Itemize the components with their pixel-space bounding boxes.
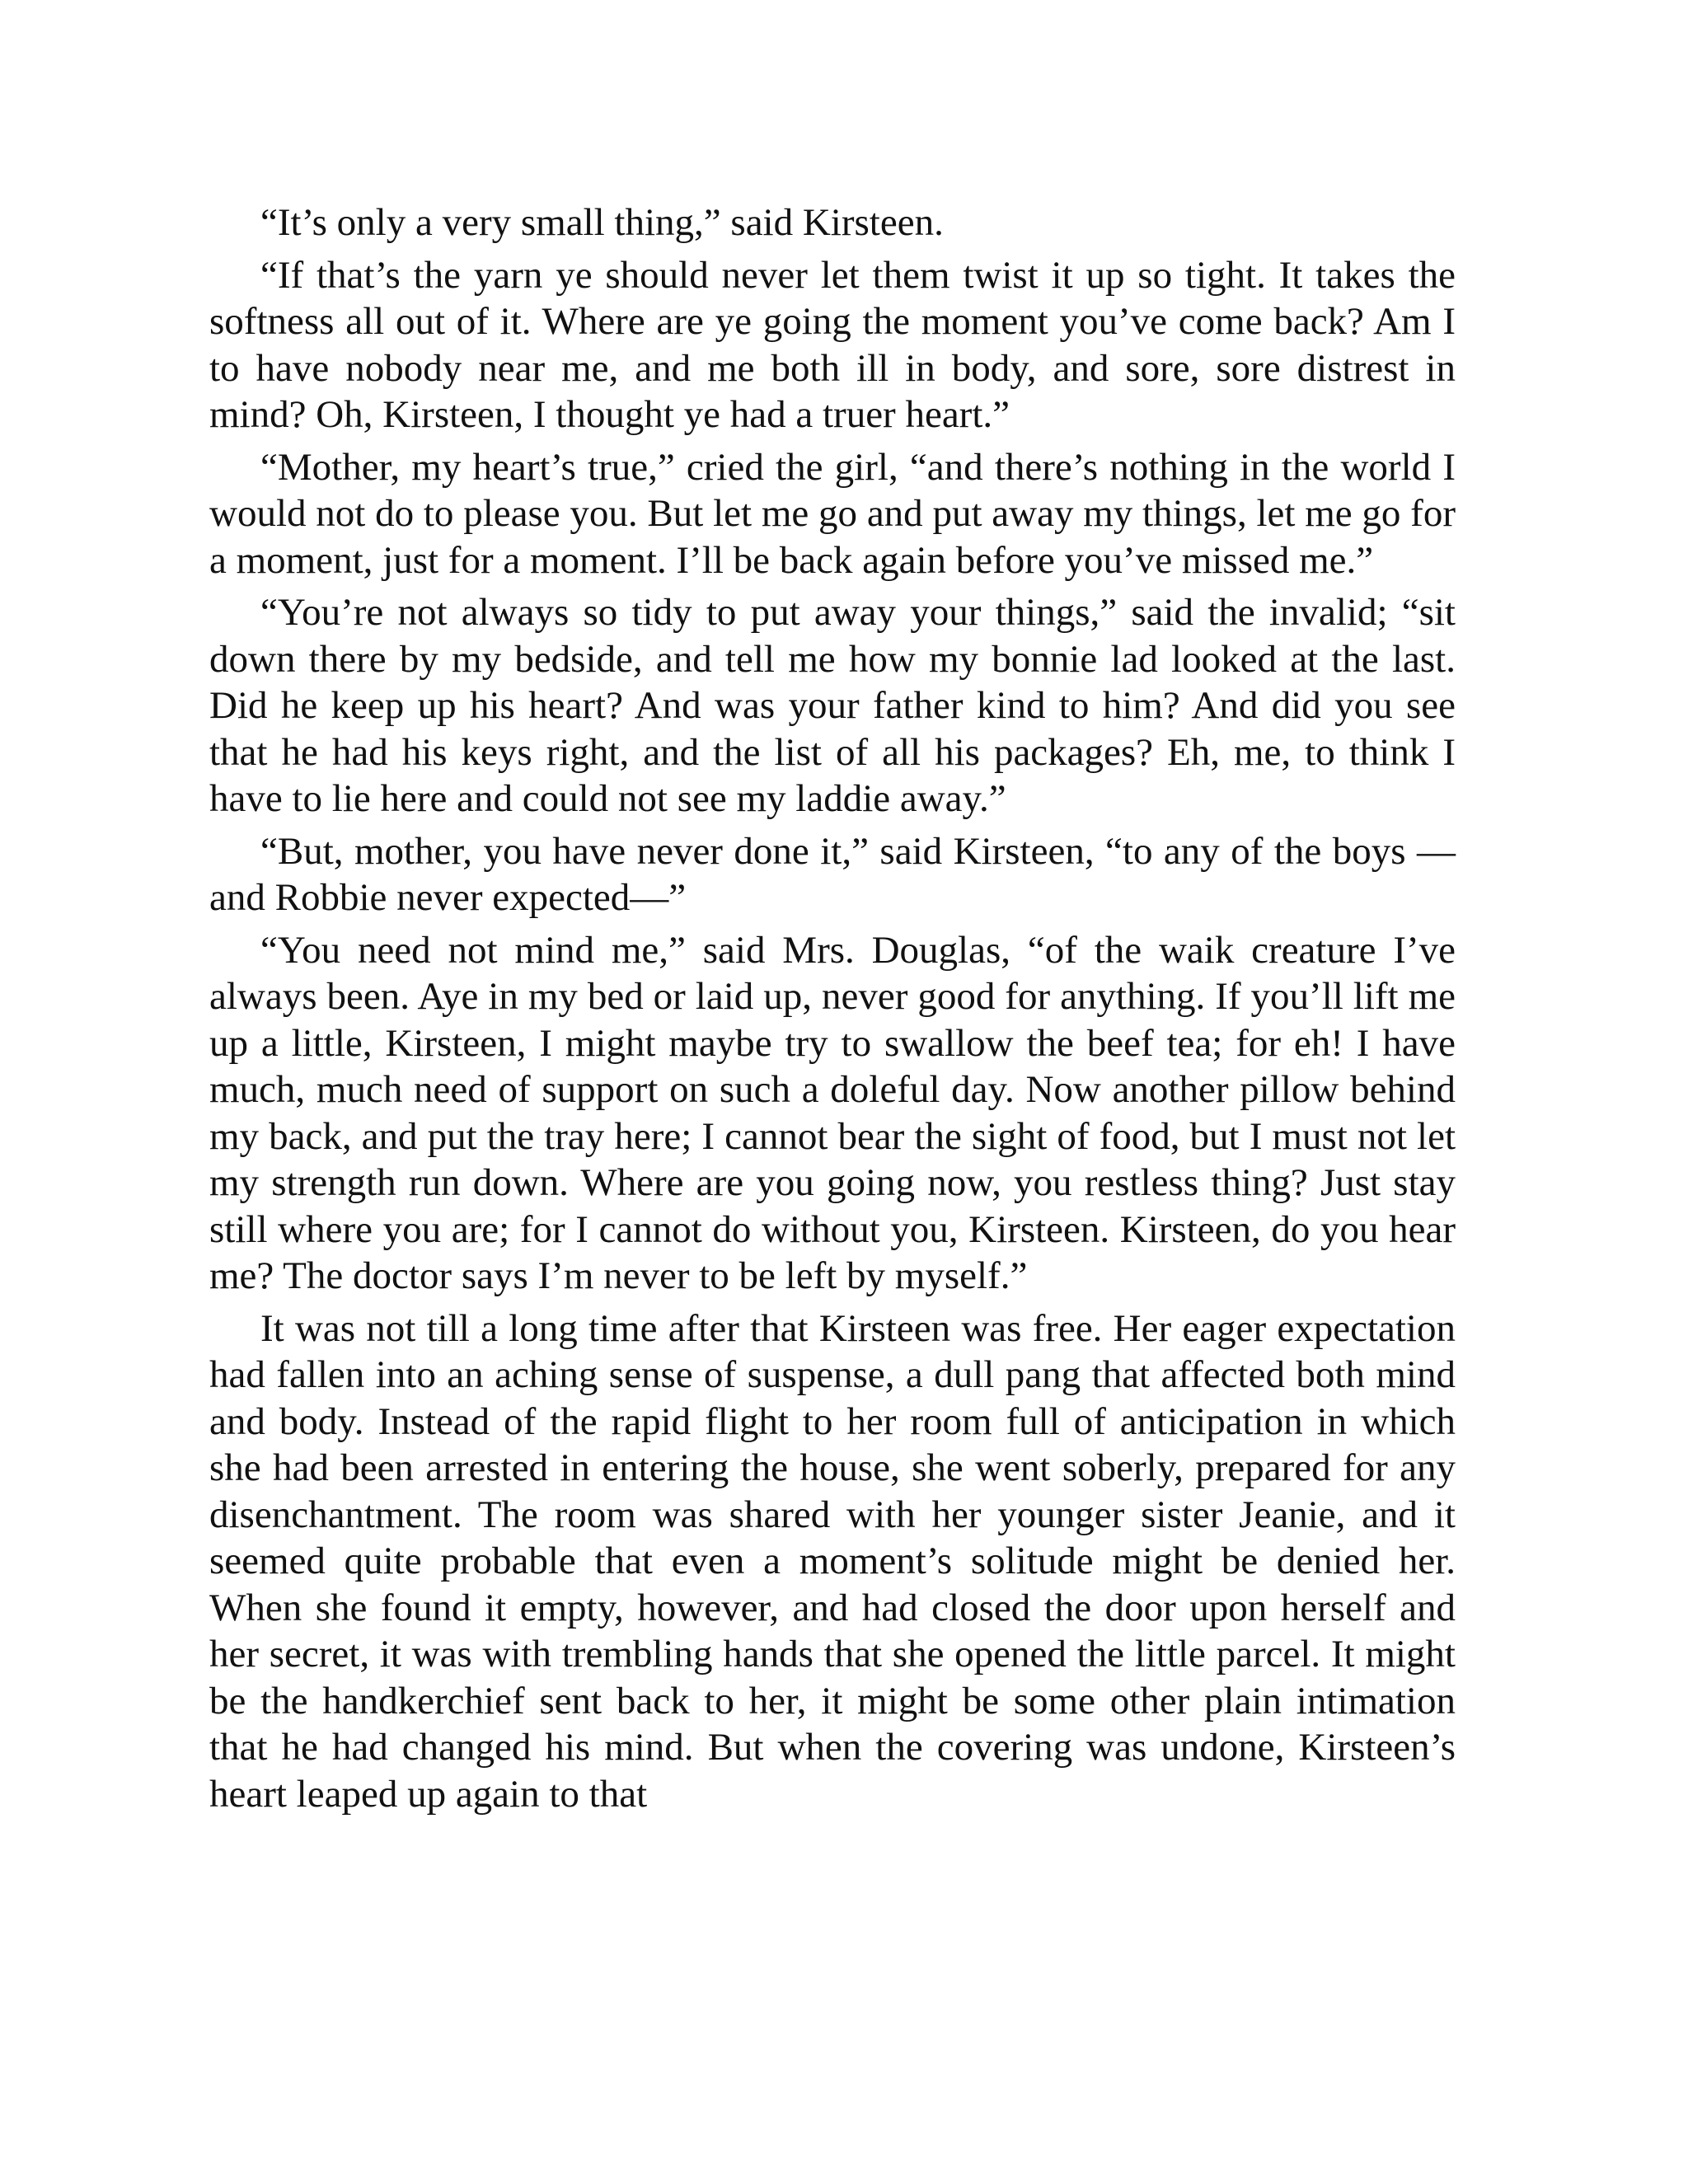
document-page xyxy=(209,199,1456,1823)
paragraph-4: “You’re not always so tidy to put away your things,” said the invalid; “sit down there by my bedside, and tell me how my bonnie lad looked at the last. Did he keep up his heart? And was your father kind to him? And did you see that he had his keys right, and the list of all his packages? Eh, me, to think I have to lie here and could not see my laddie away.” xyxy=(209,591,1456,820)
paragraph-5: “But, mother, you have never done it,” said Kirsteen, “to any of the boys —and Robbie never expected—” xyxy=(209,829,1456,919)
paragraph-2: “If that’s the yarn ye should never let them twist it up so tight. It takes the softness all out of it. Where are ye going the moment you’ve come back? Am I to have nobody near me, and me both ill in body, and sore, sore distrest in mind? Oh, Kirsteen, I thought ye had a truer heart.” xyxy=(209,253,1456,436)
paragraph-3: “Mother, my heart’s true,” cried the girl, “and there’s nothing in the world I would not do to please you. But let me go and put away my things, let me go for a moment, just for a moment. I’ll be back again before you’ve missed me.” xyxy=(209,445,1456,582)
paragraph-1: “It’s only a very small thing,” said Kirsteen. xyxy=(260,201,944,244)
paragraph-7: It was not till a long time after that Kirsteen was free. Her eager expectation had fallen into an aching sense of suspense, a dull pang that affected both mind and body. Instead of the rapid flight to her room full of anticipation in which she had been arrested in entering the house, she went soberly, prepared for any disenchantment. The room was shared with her younger sister Jeanie, and it seemed quite probable that even a moment’s solitude might be denied her. When she found it empty, however, and had closed the door upon herself and her secret, it was with trembling hands that she opened the little parcel. It might be the handkerchief sent back to her, it might be some other plain intimation that he had changed his mind. But when the covering was undone, Kirsteen’s heart leaped up again to that xyxy=(209,1306,1456,1816)
paragraph-6: “You need not mind me,” said Mrs. Douglas, “of the waik creature I’ve always been. Aye in my bed or laid up, never good for anything. If you’ll lift me up a little, Kirsteen, I might maybe try to swallow the beef tea; for eh! I have much, much need of support on such a doleful day. Now another pillow behind my back, and put the tray here; I cannot bear the sight of food, but I must not let my strength run down. Where are you going now, you restless thing? Just stay still where you are; for I cannot do without you, Kirsteen. Kirsteen, do you hear me? The doctor says I’m never to be left by myself.” xyxy=(209,928,1456,1297)
